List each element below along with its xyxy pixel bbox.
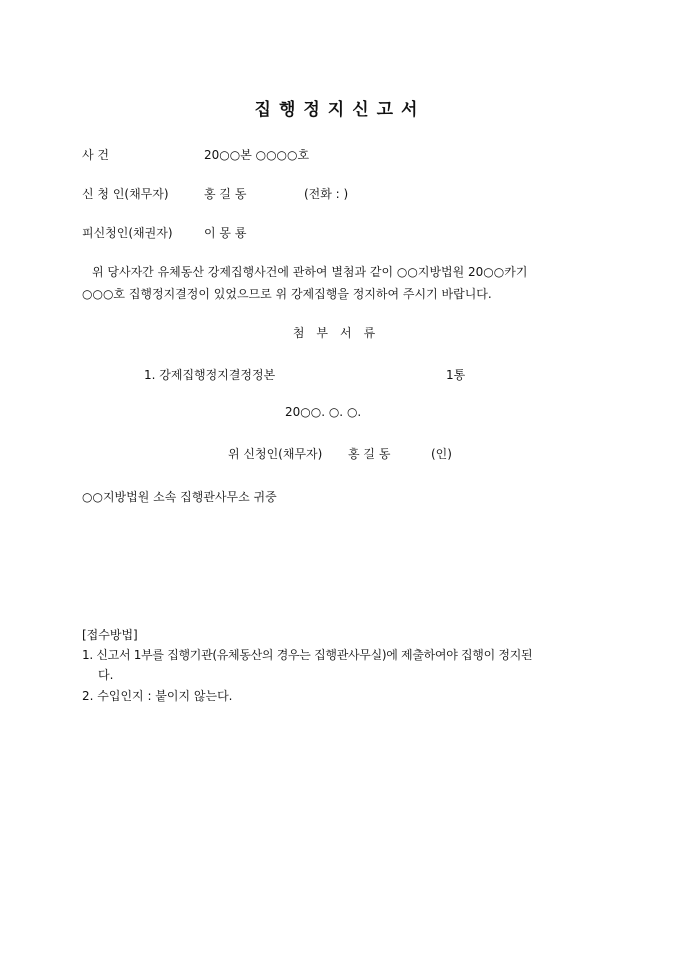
signature-name: 홍 길 동: [348, 447, 391, 461]
receipt-method-item-1: 1. 신고서 1부를 집행기관(유체동산의 경우는 집행관사무실)에 제출하여야 집행이 정지된: [82, 648, 533, 662]
document-title: 집행정지신고서: [254, 100, 426, 120]
respondent-name: 이 몽 룡: [204, 226, 247, 240]
applicant-phone: (전화 : ): [304, 187, 349, 201]
body-line-1: 위 당사자간 유체동산 강제집행사건에 관하여 별첨과 같이 ○○지방법원 20○○카기: [92, 265, 528, 279]
attachment-count: 1통: [446, 368, 466, 382]
attachment-heading: 첨부서류: [292, 326, 388, 340]
applicant-label: 신 청 인(채무자): [82, 187, 169, 201]
attachment-item: 1. 강제집행정지결정정본: [144, 368, 276, 382]
case-number: 20○○본 ○○○○호: [204, 148, 310, 162]
signature-seal: (인): [431, 447, 452, 461]
signature-role: 위 신청인(채무자): [228, 447, 323, 461]
body-line-2: ○○○호 집행정지결정이 있었으므로 위 강제집행을 정지하여 주시기 바랍니다.: [82, 287, 492, 301]
applicant-name: 홍 길 동: [204, 187, 247, 201]
addressee: ○○지방법원 소속 집행관사무소 귀중: [82, 490, 277, 504]
receipt-method-heading: [접수방법]: [82, 628, 138, 642]
respondent-label: 피신청인(채권자): [82, 226, 173, 240]
case-label: 사 건: [82, 148, 109, 162]
document-date: 20○○. ○. ○.: [285, 405, 362, 419]
receipt-method-item-2: 2. 수입인지 : 붙이지 않는다.: [82, 689, 233, 703]
receipt-method-item-1-cont: 다.: [98, 668, 114, 682]
